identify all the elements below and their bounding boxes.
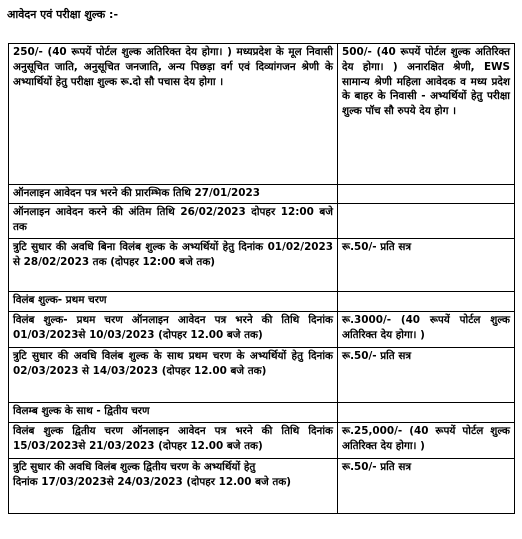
schedule-cell: ऑनलाइन आवेदन करने की अंतिम तिथि 26/02/2023 दोपहर 12:00 बजे तक	[9, 204, 338, 239]
amount-cell: रू.3000/- (40 रूपयें पोर्टल शुल्क अतिरिक्त देय होगा। )	[338, 312, 515, 348]
schedule-cell: त्रुटि सुधार की अवधि बिना विलंब शुल्क के अभ्यर्थियों हेतु दिनांक 01/02/2023 से 28/02/2023 तक (दोपहर 12:00 बजे तक)	[9, 239, 338, 292]
schedule-date-text: दिनांक 17/03/2023से 24/03/2023 (दोपहर 12.00 बजे तक)	[13, 475, 292, 488]
schedule-cell: ऑनलाइन आवेदन पत्र भरने की प्रारम्भिक तिथि 27/01/2023	[9, 185, 338, 204]
table-row	[9, 292, 515, 312]
table-row	[9, 459, 515, 514]
table-row	[9, 204, 515, 239]
schedule-cell: विलम्ब शुल्क के साथ - द्वितीय चरण	[9, 403, 338, 423]
schedule-text: त्रुटि सुधार की अवधि विलंब शुल्क द्वितीय चरण के अभ्यर्थियों हेतु	[13, 461, 256, 473]
amount-cell	[338, 292, 515, 312]
table-row	[9, 239, 515, 292]
schedule-cell	[9, 459, 338, 514]
amount-cell: रू.50/- प्रति सत्र	[338, 348, 515, 403]
amount-cell	[338, 185, 515, 204]
table-row	[9, 348, 515, 403]
schedule-cell: त्रुटि सुधार की अवधि विलंब शुल्क के साथ प्रथम चरण के अभ्यर्थियों हेतु दिनांक 02/03/2023 से 14/03/2023 (दोपहर 12.00 बजे तक)	[9, 348, 338, 403]
table-row	[9, 312, 515, 348]
table-row	[9, 44, 515, 185]
fee-cell-general: 500/- (40 रूपयें पोर्टल शुल्क अतिरिक्त देय होगा। ) अनारक्षित श्रेणी, EWS सामान्य श्रेणी महिला आवेदक व मध्य प्रदेश के बाहर के निवासी - अभ्यर्थियों हेतु परीक्षा शुल्क पॉच सौ रुपये देय होग ।	[338, 44, 515, 185]
fee-table	[8, 43, 515, 514]
amount-cell	[338, 403, 515, 423]
table-row	[9, 423, 515, 459]
schedule-cell: विलंब शुल्क- प्रथम चरण ऑनलाइन आवेदन पत्र भरने की तिथि दिनांक 01/03/2023से 10/03/2023 (दोपहर 12.00 बजे तक)	[9, 312, 338, 348]
amount-cell: रू.50/- प्रति सत्र	[338, 459, 515, 514]
amount-cell: रू.25,000/- (40 रूपयें पोर्टल शुल्क अतिरिक्त देय होगा। )	[338, 423, 515, 459]
schedule-cell: विलंब शुल्क द्वितीय चरण ऑनलाइन आवेदन पत्र भरने की तिथि दिनांक 15/03/2023से 21/03/2023 (दोपहर 12.00 बजे तक)	[9, 423, 338, 459]
section-heading: आवेदन एवं परीक्षा शुल्क :-	[7, 8, 119, 21]
amount-cell: रू.50/- प्रति सत्र	[338, 239, 515, 292]
table-row	[9, 185, 515, 204]
schedule-cell: विलंब शुल्क- प्रथम चरण	[9, 292, 338, 312]
table-row	[9, 403, 515, 423]
fee-cell-reserved: 250/- (40 रूपयें पोर्टल शुल्क अतिरिक्त देय होगा। ) मध्यप्रदेश के मूल निवासी अनुसूचित जाति, अनुसूचित जनजाति, अन्य पिछड़ा वर्ग एवं दिव्यांगजन श्रेणी के अभ्यार्थियों हेतु परीक्षा शुल्क रू.दो सौ पचास देय होगा ।	[9, 44, 338, 185]
amount-cell	[338, 204, 515, 239]
